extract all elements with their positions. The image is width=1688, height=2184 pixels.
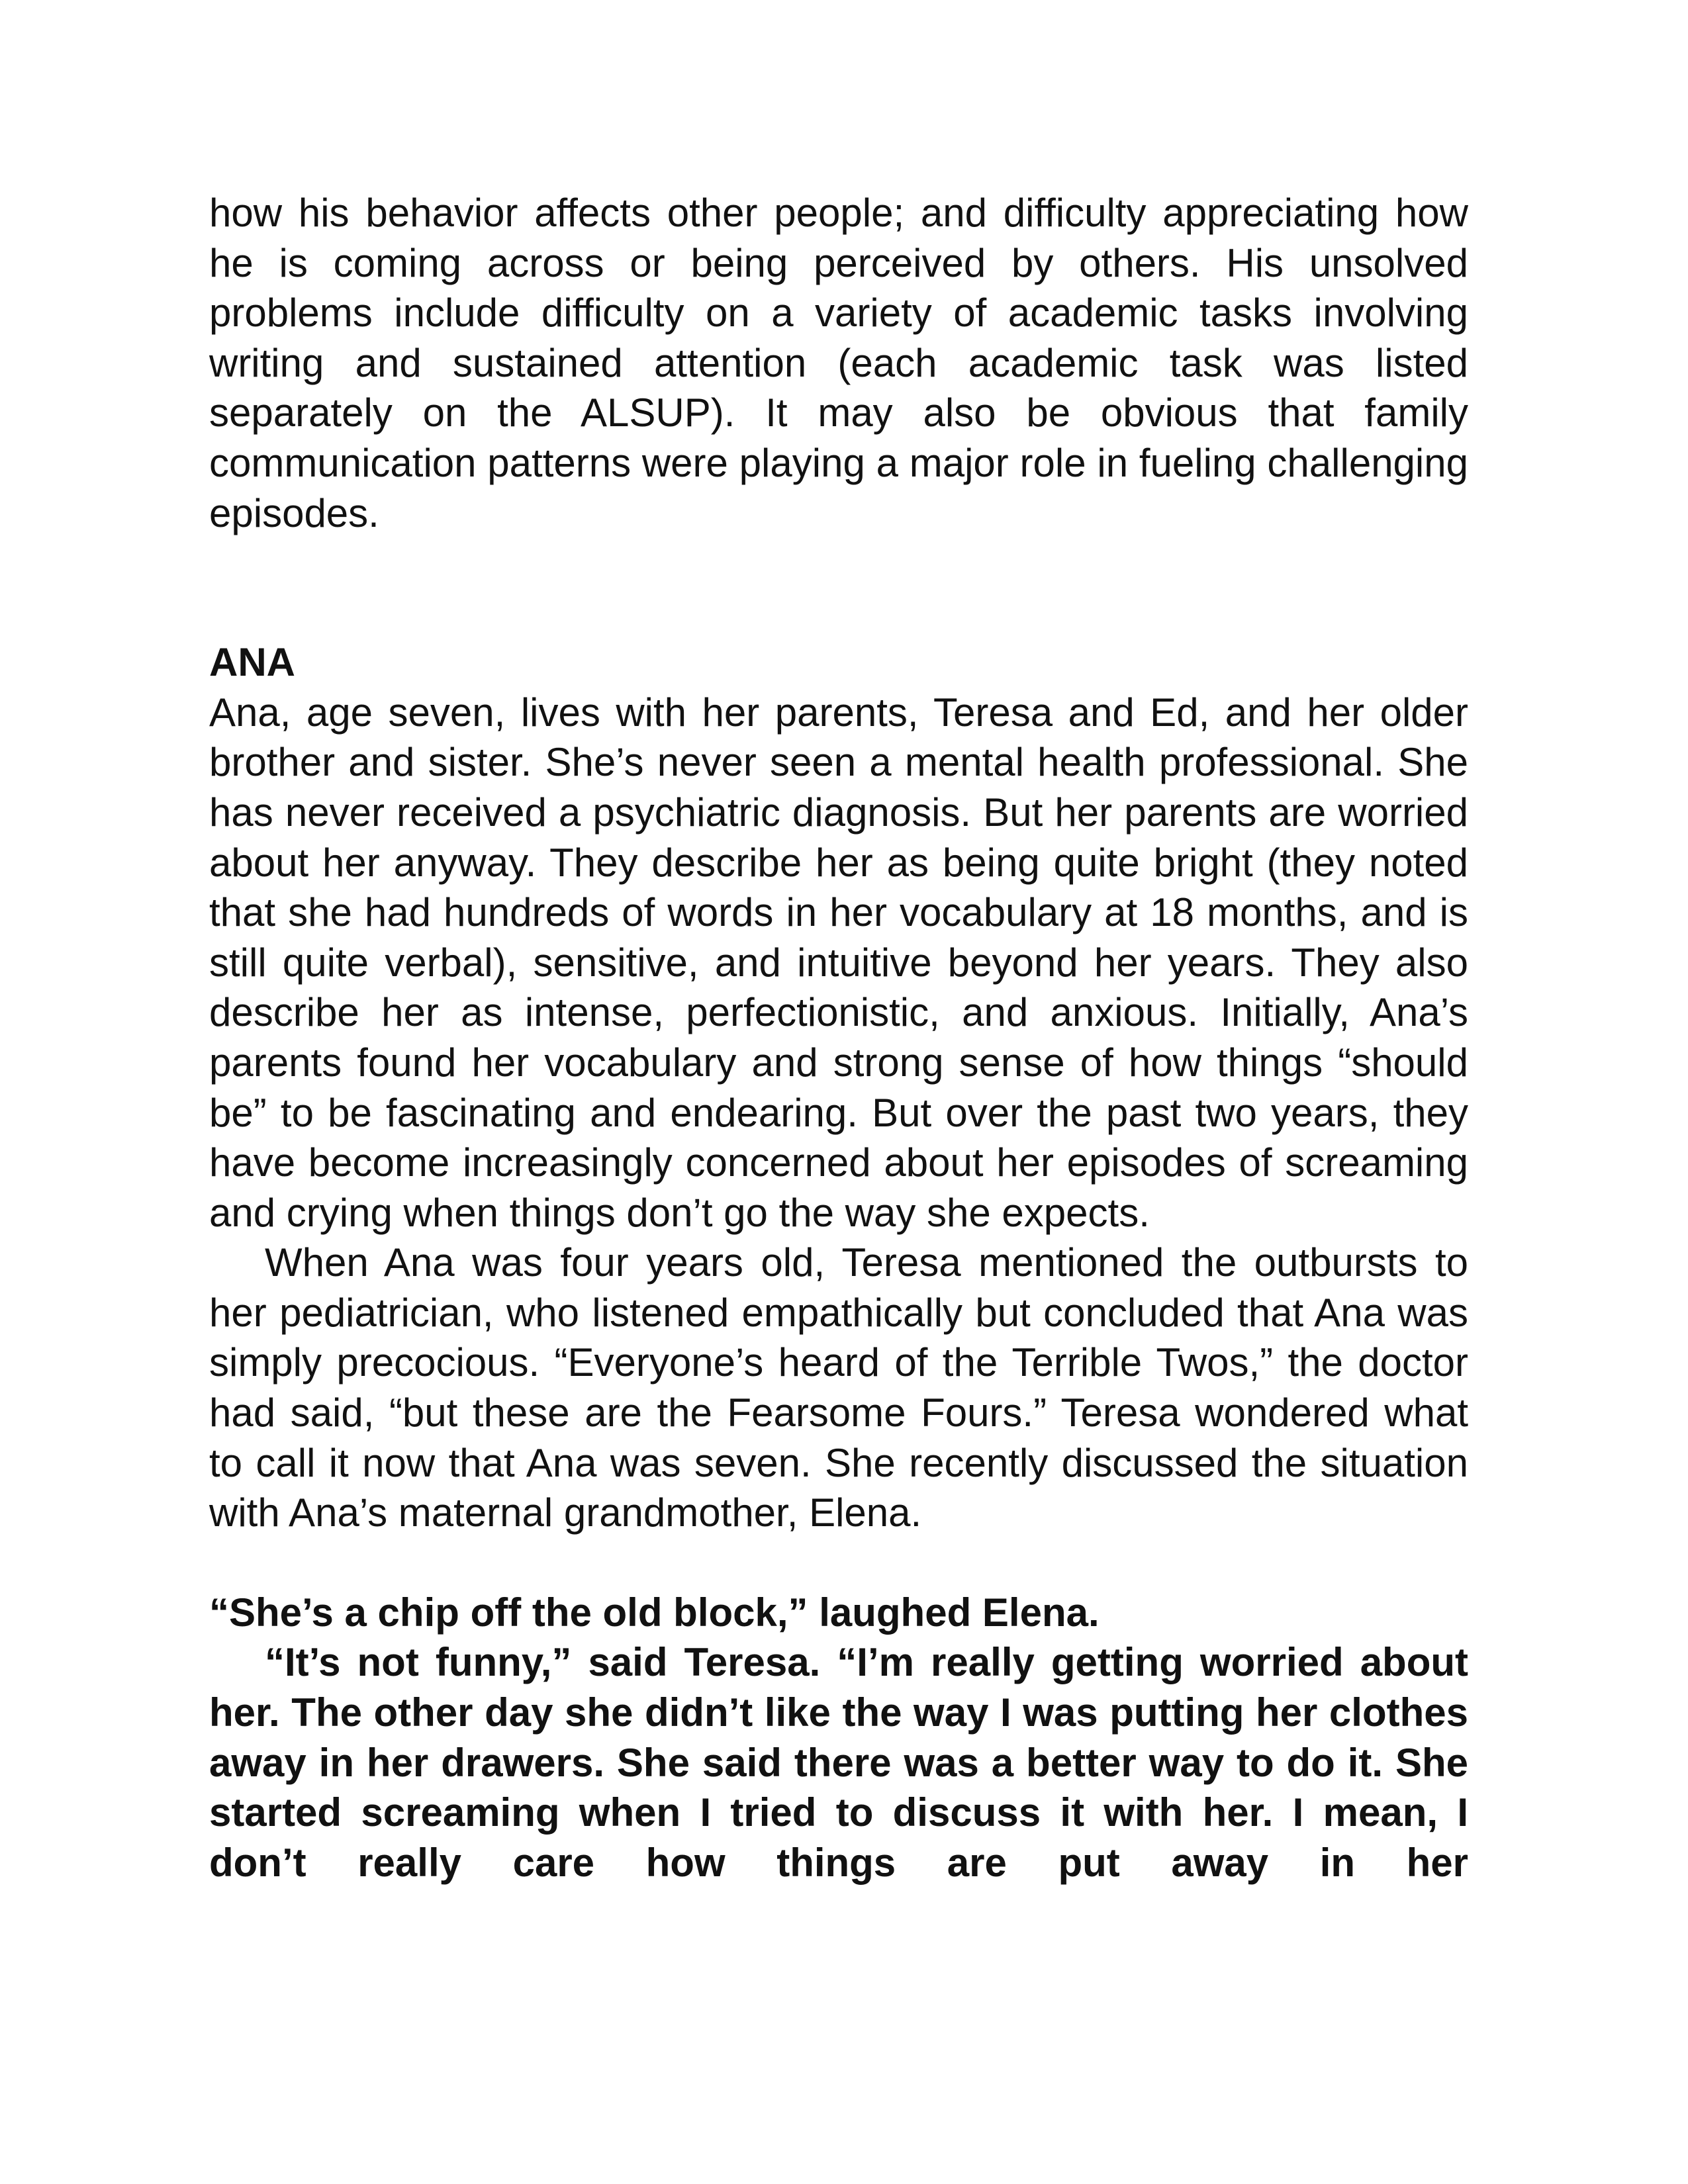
section-heading: ANA xyxy=(209,640,295,685)
dialogue-paragraph-1: “She’s a chip off the old block,” laughed Elena. xyxy=(209,1590,1100,1635)
ana-paragraph-2: When Ana was four years old, Teresa mentioned the outbursts to her pediatrician, who listened empathically but concluded that Ana was simply precocious. “Everyone’s heard of the Terrible Twos,” the doctor had said, “but these are the Fearsome Fours.” Teresa wondered what to call it now that Ana was seven. She recently discussed the situation with Ana’s maternal grandmother, Elena. xyxy=(209,1240,1468,1535)
ana-paragraph-1: Ana, age seven, lives with her parents, Teresa and Ed, and her older brother and sister. She’s never seen a mental health professional. She has never received a psychiatric diagnosis. But her parents are worried about her anyway. They describe her as being quite bright (they noted that she had hundreds of words in her vocabulary at 18 months, and is still quite verbal), sensitive, and intuitive beyond her years. They also describe her as intense, perfectionistic, and anxious. Initially, Ana’s parents found her vocabulary and strong sense of how things “should be” to be fascinating and endearing. But over the past two years, they have become increasingly concerned about her episodes of screaming and crying when things don’t go the way she expects. xyxy=(209,690,1468,1235)
document-page xyxy=(209,188,1468,1888)
dialogue-paragraph-2: “It’s not funny,” said Teresa. “I’m really getting worried about her. The other day she didn’t like the way I was putting her clothes away in her drawers. She said there was a better way to do it. She started screaming when I tried to discuss it with her. I mean, I don’t really care how things are put away in her xyxy=(209,1640,1468,1885)
intro-paragraph: how his behavior affects other people; and difficulty appreciating how he is coming across or being perceived by others. His unsolved problems include difficulty on a variety of academic tasks involving writing and sustained attention (each academic task was listed separately on the ALSUP). It may also be obvious that family communication patterns were playing a major role in fueling challenging episodes. xyxy=(209,191,1468,535)
